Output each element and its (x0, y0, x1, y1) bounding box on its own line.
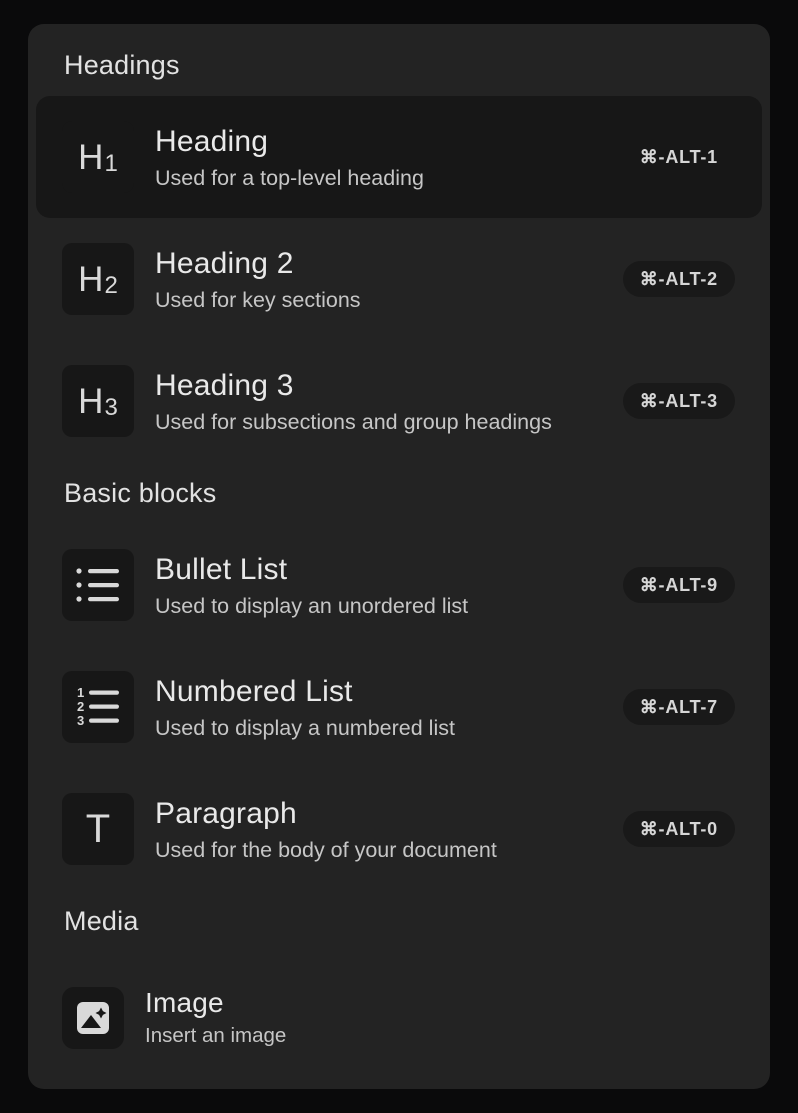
block-menu-panel (28, 24, 770, 1089)
section-label-basic-blocks: Basic blocks (64, 478, 217, 508)
item-title: Numbered List (155, 674, 353, 708)
item-text-block (155, 124, 602, 191)
item-text-block (155, 368, 602, 435)
shortcut-badge: ⌘-ALT-1 (639, 146, 718, 167)
icon-level-number: 1 (104, 150, 118, 177)
heading-1-icon (62, 121, 134, 193)
item-title: Image (145, 987, 224, 1018)
item-text-block (155, 796, 602, 863)
menu-item-paragraph[interactable] (36, 768, 762, 890)
item-description: Insert an image (145, 1024, 287, 1047)
section-basic-blocks (36, 478, 762, 890)
icon-letter: H (78, 137, 104, 177)
menu-item-heading-1[interactable] (36, 96, 762, 218)
section-label-headings: Headings (64, 50, 180, 80)
item-description: Used for subsections and group headings (155, 409, 552, 434)
item-text-block (155, 674, 602, 741)
menu-item-numbered-list[interactable] (36, 646, 762, 768)
item-description: Used for a top-level heading (155, 165, 424, 190)
icon-letter: T (85, 807, 111, 851)
icon-level-number: 3 (104, 394, 118, 421)
paragraph-icon (62, 793, 134, 865)
item-text-block (155, 552, 602, 619)
shortcut-badge: ⌘-ALT-9 (623, 567, 735, 603)
item-title: Heading (155, 124, 269, 158)
item-title: Paragraph (155, 796, 297, 830)
shortcut-badge: ⌘-ALT-2 (623, 261, 735, 297)
heading-2-icon (62, 243, 134, 315)
menu-item-heading-3[interactable] (36, 340, 762, 462)
shortcut-badge: ⌘-ALT-7 (623, 689, 735, 725)
item-description: Used for key sections (155, 287, 361, 312)
bullet-list-icon (62, 549, 134, 621)
item-description: Used to display a numbered list (155, 715, 455, 740)
section-media (36, 906, 762, 1067)
shortcut-badge: ⌘-ALT-3 (623, 383, 735, 419)
icon-level-number: 2 (104, 272, 118, 299)
svg-text:2: 2 (77, 699, 85, 714)
svg-text:3: 3 (77, 713, 85, 728)
item-text-block (155, 246, 602, 313)
item-description: Used for the body of your document (155, 837, 497, 862)
item-title: Bullet List (155, 552, 288, 586)
item-description: Used to display an unordered list (155, 593, 469, 618)
heading-3-icon (62, 365, 134, 437)
icon-letter: H (78, 381, 104, 421)
icon-letter: H (78, 259, 104, 299)
menu-item-bullet-list[interactable] (36, 524, 762, 646)
image-icon (62, 987, 124, 1049)
svg-text:1: 1 (77, 685, 85, 700)
item-text-block (145, 986, 735, 1049)
section-label-media: Media (64, 906, 139, 936)
section-headings (36, 50, 762, 462)
menu-item-heading-2[interactable] (36, 218, 762, 340)
shortcut-badge: ⌘-ALT-0 (623, 811, 735, 847)
menu-item-image[interactable] (36, 952, 762, 1067)
item-title: Heading 2 (155, 246, 294, 280)
item-title: Heading 3 (155, 368, 294, 402)
numbered-list-icon (62, 671, 134, 743)
